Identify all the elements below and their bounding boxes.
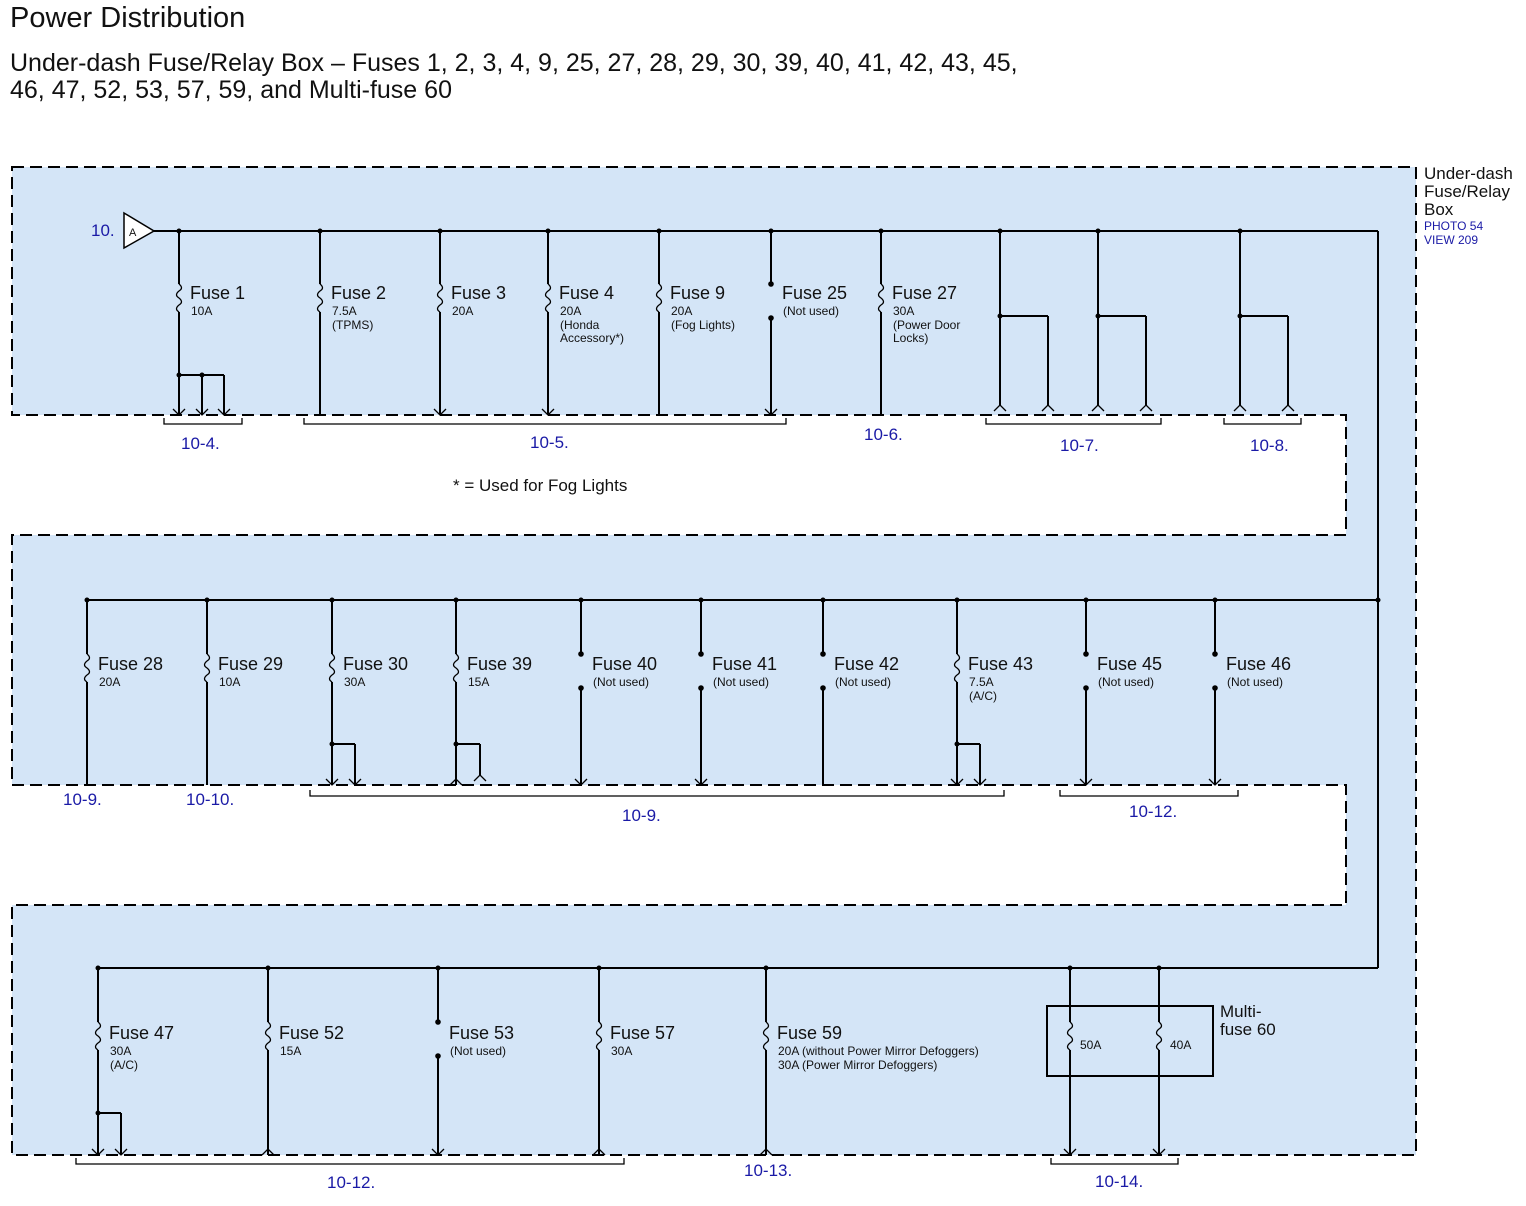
photo-ref[interactable]: PHOTO 54 (1424, 219, 1484, 233)
fuse-41-rating: (Not used) (713, 675, 770, 689)
ref-10-6[interactable]: 10-6. (864, 425, 903, 444)
fuse-42-open-contact-top (820, 651, 826, 657)
fuse-2-label: Fuse 2 (331, 283, 387, 303)
fuse-47-desc-1: (A/C) (110, 1058, 138, 1072)
fuse-47-label: Fuse 47 (109, 1023, 175, 1043)
fuse-9-label: Fuse 9 (670, 283, 726, 303)
fuse-28-rating: 20A (99, 675, 121, 689)
box-label-line-2: Fuse/Relay (1424, 182, 1510, 201)
subtitle-line-2: 46, 47, 52, 53, 57, 59, and Multi-fuse 60 (10, 76, 452, 104)
ref-10-13[interactable]: 10-13. (744, 1161, 793, 1180)
fuse-27-rating: 30A (893, 304, 915, 318)
fuse-29-rating: 10A (219, 675, 241, 689)
fuse-43-rating: 7.5A (969, 675, 994, 689)
input-connector-label: A (129, 227, 137, 239)
fuse-59-desc-1: 30A (Power Mirror Defoggers) (778, 1058, 938, 1072)
fuse-9-desc-1: (Fog Lights) (671, 318, 736, 332)
fuse-27-label: Fuse 27 (892, 283, 958, 303)
fuse-53-open-contact-top (435, 1019, 441, 1025)
fuse-47-rating: 30A (110, 1044, 132, 1058)
fuse-53-rating: (Not used) (450, 1044, 507, 1058)
multifuse-rating-50a: 50A (1080, 1038, 1102, 1052)
box-label-line-1: Under-dash (1424, 164, 1513, 183)
fuse-43-desc-1: (A/C) (969, 689, 997, 703)
fuse-27-desc-2: Locks) (893, 331, 929, 345)
fuse-4-desc-2: Accessory*) (560, 331, 625, 345)
fuse-42-label: Fuse 42 (834, 654, 900, 674)
fuse-29-label: Fuse 29 (218, 654, 284, 674)
fuse-3-rating: 20A (452, 304, 474, 318)
fuse-30-label: Fuse 30 (343, 654, 409, 674)
multifuse-label-line-1: Multi- (1220, 1002, 1262, 1021)
fuse-27-desc-1: (Power Door (893, 318, 961, 332)
fuse-9-rating: 20A (671, 304, 693, 318)
ref-10-12-row3[interactable]: 10-12. (327, 1173, 376, 1192)
ref-10-4[interactable]: 10-4. (181, 434, 220, 453)
fuse-45-label: Fuse 45 (1097, 654, 1163, 674)
fuse-59-rating: 20A (without Power Mirror Defoggers) (778, 1044, 979, 1058)
ref-10-5[interactable]: 10-5. (530, 433, 569, 452)
ref-10-9-left[interactable]: 10-9. (63, 790, 102, 809)
fuse-25-rating: (Not used) (783, 304, 840, 318)
fuse-1-label: Fuse 1 (190, 283, 246, 303)
fuse-43-label: Fuse 43 (968, 654, 1034, 674)
fuse-59-label: Fuse 59 (777, 1023, 843, 1043)
fuse-46-open-contact-top (1212, 651, 1218, 657)
fuse-30-rating: 30A (344, 675, 366, 689)
fuse-46-rating: (Not used) (1227, 675, 1284, 689)
fuse-2-desc-1: (TPMS) (332, 318, 374, 332)
fuse-57-rating: 30A (611, 1044, 633, 1058)
fuse-2-rating: 7.5A (332, 304, 357, 318)
fuse-25-label: Fuse 25 (782, 283, 848, 303)
fuse-1-rating: 10A (191, 304, 213, 318)
fuse-52-rating: 15A (280, 1044, 302, 1058)
fuse-40-open-contact-top (578, 651, 584, 657)
fuse-42-rating: (Not used) (835, 675, 892, 689)
fuse-4-label: Fuse 4 (559, 283, 615, 303)
fuse-45-rating: (Not used) (1098, 675, 1155, 689)
fuse-40-label: Fuse 40 (592, 654, 658, 674)
box-label-line-3: Box (1424, 200, 1454, 219)
ref-10-7[interactable]: 10-7. (1060, 436, 1099, 455)
ref-10-9-center[interactable]: 10-9. (622, 806, 661, 825)
fuse-41-open-contact-top (698, 651, 704, 657)
fuse-45-open-contact-top (1083, 651, 1089, 657)
fuse-3-label: Fuse 3 (451, 283, 507, 303)
fuse-40-rating: (Not used) (593, 675, 650, 689)
fuse-39-label: Fuse 39 (467, 654, 533, 674)
multifuse-label-line-2: fuse 60 (1220, 1020, 1276, 1039)
fuse-52-label: Fuse 52 (279, 1023, 345, 1043)
ref-10-8[interactable]: 10-8. (1250, 436, 1289, 455)
fuse-57-label: Fuse 57 (610, 1023, 676, 1043)
fog-lights-note: * = Used for Fog Lights (453, 476, 628, 495)
ref-10-14[interactable]: 10-14. (1095, 1172, 1144, 1191)
fuse-41-label: Fuse 41 (712, 654, 778, 674)
multifuse-rating-40a: 40A (1170, 1038, 1192, 1052)
ref-10-10[interactable]: 10-10. (186, 790, 235, 809)
page-title: Power Distribution (10, 2, 246, 34)
view-ref[interactable]: VIEW 209 (1424, 233, 1479, 247)
input-ref[interactable]: 10. (91, 221, 115, 240)
fuse-46-label: Fuse 46 (1226, 654, 1292, 674)
ref-10-12-row2[interactable]: 10-12. (1129, 802, 1178, 821)
fuse-53-label: Fuse 53 (449, 1023, 515, 1043)
fuse-39-rating: 15A (468, 675, 490, 689)
fuse-25-open-contact-top (768, 281, 774, 287)
subtitle-line-1: Under-dash Fuse/Relay Box – Fuses 1, 2, 3, 4, 9, 25, 27, 28, 29, 30, 39, 40, 41, 42, 43, 45, (10, 49, 1018, 77)
fuse-4-desc-1: (Honda (560, 318, 600, 332)
fuse-28-label: Fuse 28 (98, 654, 164, 674)
fuse-4-rating: 20A (560, 304, 582, 318)
